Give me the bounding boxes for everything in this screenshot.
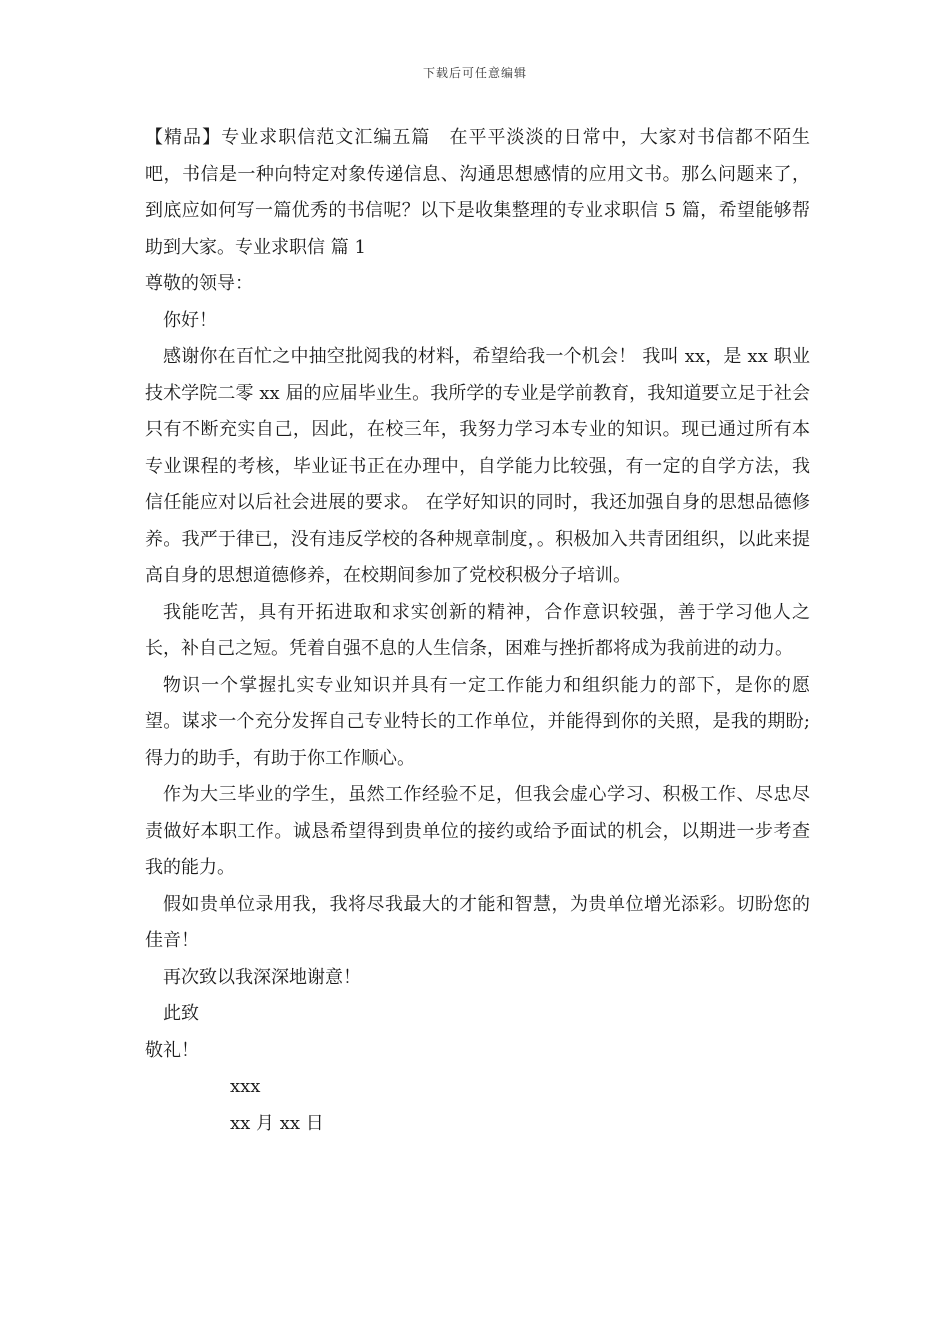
- closing-line: 此致: [163, 1003, 199, 1024]
- signature-name: xxx: [230, 1076, 261, 1097]
- salutation: 尊敬的领导：: [145, 273, 253, 294]
- body-paragraph: 假如贵单位录用我，我将尽我最大的才能和智慧，为贵单位增光添彩。切盼您的佳音！: [145, 893, 810, 951]
- intro-paragraph: 【精品】专业求职信范文汇编五篇 在平平淡淡的日常中，大家对书信都不陌生吧，书信是一种向特定对象传递信息、沟通思想感情的应用文书。那么问题来了，到底应如何写一篇优秀的书信呢？以下是收集整理的专业求职信 5 篇，希望能够帮助到大家。专业求职信 篇 1: [145, 127, 810, 258]
- body-paragraph: 再次致以我深深地谢意！: [163, 966, 361, 988]
- body-paragraph: 我能吃苦，具有开拓进取和求实创新的精神，合作意识较强，善于学习他人之长，补自己之短。凭着自强不息的人生信条，困难与挫折都将成为我前进的动力。: [145, 601, 810, 659]
- body-paragraph: 感谢你在百忙之中抽空批阅我的材料，希望给我一个机会！ 我叫 xx，是 xx 职业技术学院二零 xx 届的应届毕业生。我所学的专业是学前教育，我知道要立足于社会只有不断充实自己，因此，在校三年，我努力学习本专业的知识。现已通过所有本专业课程的考核，毕业证书正在办理中，自学能力比较强，有一定的自学方法，我信任能应对以后社会进展的要求。 在学好知识的同时，我还加强自身的思想品德修养。我严于律已，没有违反学校的各种规章制度，。积极加入共青团组织，以此来提高自身的思想道德修养，在校期间参加了党校积极分子培训。: [145, 346, 810, 586]
- greeting: 你好！: [163, 309, 217, 331]
- letter-body: [145, 120, 810, 1142]
- body-paragraph: 作为大三毕业的学生，虽然工作经验不足，但我会虚心学习、积极工作、尽忠尽责做好本职工作。诚恳希望得到贵单位的接约或给予面试的机会，以期进一步考查我的能力。: [145, 784, 810, 878]
- page-header: 下载后可任意编辑: [422, 66, 527, 80]
- signature-date: xx 月 xx 日: [230, 1112, 324, 1134]
- body-paragraph: 物识一个掌握扎实专业知识并具有一定工作能力和组织能力的部下，是你的愿望。谋求一个充分发挥自己专业特长的工作单位，并能得到你的关照，是我的期盼;得力的助手，有助于你工作顺心。: [145, 674, 810, 769]
- closing-salute: 敬礼！: [145, 1039, 199, 1061]
